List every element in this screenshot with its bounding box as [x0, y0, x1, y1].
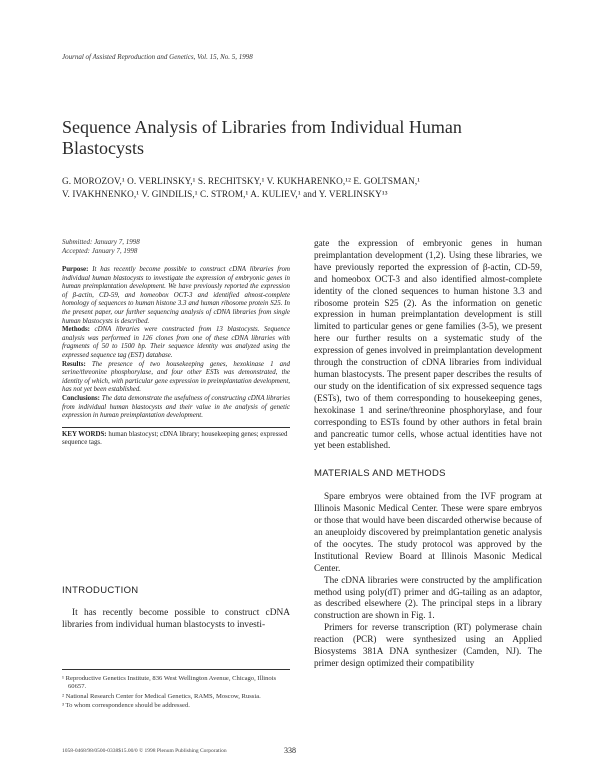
footnote-2: ² National Research Center for Medical Genetics, RAMS, Moscow, Russia.	[62, 692, 261, 700]
methods-heading: MATERIALS AND METHODS	[314, 468, 446, 480]
introduction-continued: gate the expression of embryonic genes in human preimplantation development (1,2). Using these libraries, we have previously reported the expression of β-actin, CD-59, and homeobox OCT-3 and also identified almost-complete identity of the cloned sequences to human histone 3.3 and ribosome protein S25 (2). As the information on genetic expression in human preimplantation development is still limited to particular genes or gene families (3-5), we present here our further results on a systematic study of the expression of genes involved in preimplantation development through the construction of cDNA libraries from individual human blastocysts. The present paper describes the results of our study on the identification of six expressed sequence tags (ESTs), two of them corresponding to housekeeping genes, hexokinase 1 and serine/threonine phosphorylase, and four corresponding to ESTs found by other authors in fetal brain and pancreatic tumor cells, whose actual identities have not yet been established.	[314, 238, 542, 451]
abstract-methods	[62, 326, 290, 360]
keywords-label: KEY WORDS:	[62, 430, 107, 438]
abstract-results	[62, 361, 290, 395]
author-list	[62, 175, 542, 201]
keywords	[62, 431, 290, 448]
author-line-2: V. IVAKHNENKO,¹ V. GINDILIS,¹ C. STROM,¹ A. KULIEV,¹ and Y. VERLINSKY¹³	[62, 189, 388, 199]
right-column	[314, 238, 542, 670]
results-label: Results:	[62, 360, 86, 368]
abstract	[62, 266, 290, 421]
accepted-date: Accepted: January 7, 1998	[62, 247, 138, 255]
submission-dates	[62, 238, 290, 256]
page-number: 338	[284, 746, 296, 755]
methods-paragraph-3: Primers for reverse transcription (RT) polymerase chain reaction (PCR) were synthesized using an Applied Biosystems 381A DNA synthesizer (Camden, NJ). The primer design optimized their compatibility	[314, 622, 542, 668]
submitted-date: Submitted: January 7, 1998	[62, 238, 140, 246]
conclusions-label: Conclusions:	[62, 394, 100, 402]
results-text: The presence of two housekeeping genes, hexokinase 1 and serine/threonine phosphorylase, and four other ESTs was demonstrated, the identity of which, with particular gene expression in preimplantation development, has not yet been established.	[62, 360, 290, 394]
abstract-purpose	[62, 266, 290, 326]
footer-code: 1058-0468/98/0500-0338$15.00/0 © 1998 Plenum Publishing Corporation	[62, 748, 227, 754]
abstract-conclusions	[62, 395, 290, 421]
left-column	[62, 238, 290, 448]
purpose-text: It has recently become possible to construct cDNA libraries from individual human blastocysts to investigate the expression of embryonic genes in human preimplantation development. We have previously reported the expression of β-actin, CD-59, and homeobox OCT-3 and identified almost-complete homology of sequences to human histone 3.3 and human ribosome protein S25. In the present paper, our further sequencing analysis of cDNA libraries from single human blastocysts is described.	[62, 266, 290, 325]
journal-header: Journal of Assisted Reproduction and Genetics, Vol. 15, No. 5, 1998	[62, 53, 253, 61]
author-line-1: G. MOROZOV,¹ O. VERLINSKY,¹ S. RECHITSKY,¹ V. KUKHARENKO,¹² E. GOLTSMAN,¹	[62, 176, 421, 186]
footnote-3: ³ To whom correspondence should be addressed.	[62, 702, 190, 710]
introduction-text: It has recently become possible to construct cDNA libraries from individual human blastocysts to investi-	[62, 608, 290, 631]
methods-label: Methods:	[62, 326, 90, 334]
methods-paragraph-1: Spare embryos were obtained from the IVF program at Illinois Masonic Medical Center. These were spare embryos or those that would have been discarded otherwise because of an aneuploidy discovered by preimplantation genetic analysis of the oocytes. The study protocol was approved by the Institutional Review Board at Illinois Masonic Medical Center.	[314, 491, 542, 573]
page-footer	[62, 748, 542, 754]
purpose-label: Purpose:	[62, 266, 89, 273]
methods-text: cDNA libraries were constructed from 13 blastocysts. Sequence analysis was performed in 126 clones from one of these cDNA libraries with fragments of 50 to 1500 bp. Their sequence identity was analyzed using the expressed sequence tag (EST) database.	[62, 326, 290, 359]
conclusions-text: The data demonstrate the usefulness of constructing cDNA libraries from individual human blastocysts and their value in the analysis of genetic expression in human preimplantation development.	[62, 394, 290, 420]
article-title: Sequence Analysis of Libraries from Individual Human Blastocysts	[62, 117, 462, 158]
divider	[62, 427, 290, 428]
introduction-heading: INTRODUCTION	[62, 585, 139, 596]
methods-paragraph-2: The cDNA libraries were constructed by the amplification method using poly(dT) primer and dG-tailing as an adaptor, as described elsewhere (2). The principal steps in a library construction are shown in Fig. 1.	[314, 574, 542, 621]
footnote-1: ¹ Reproductive Genetics Institute, 836 West Wellington Avenue, Chicago, Illinois 60657.	[62, 675, 277, 691]
keywords-text: human blastocyst; cDNA library; housekeeping genes; expressed sequence tags.	[62, 430, 288, 447]
footnotes	[62, 669, 290, 712]
